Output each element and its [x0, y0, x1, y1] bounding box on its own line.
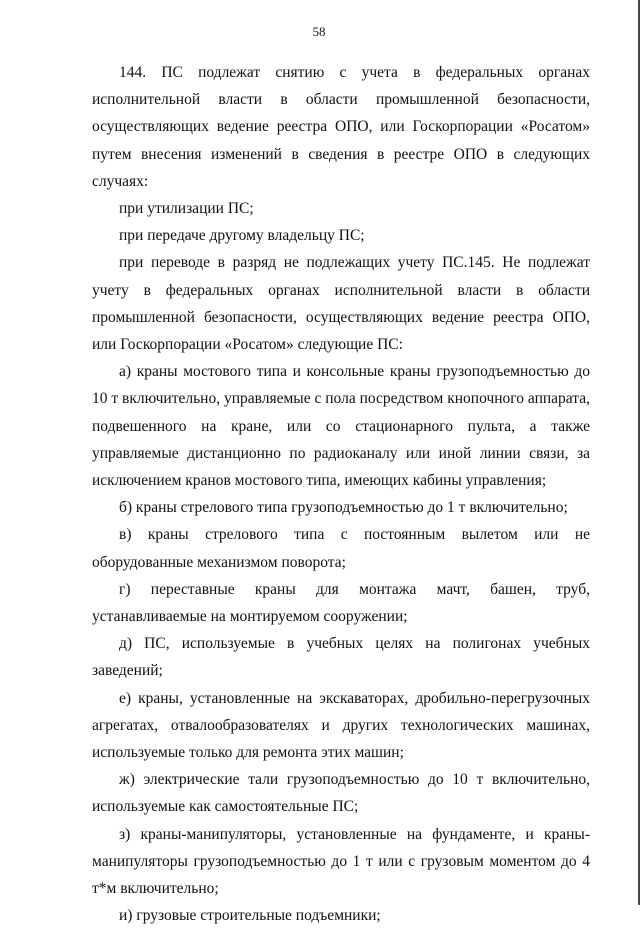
item-a: а) краны мостового типа и консольные краны грузоподъемностью до 10 т включительно, управляемые с пола посредством кнопочного аппарата, подвешенного на кране, или со стационарного пульта, а также управляемые дистанционно по радиоканалу или иной линии связи, за исключением кранов мостового типа, имеющих кабины управления;: [92, 363, 590, 490]
document-body: [92, 59, 590, 930]
item-i: и) грузовые строительные подъемники;: [119, 907, 381, 925]
item-e: е) краны, установленные на экскаваторах, дробильно-перегрузочных агрегатах, отвалообразователях и других технологических машинах, используемые только для ремонта этих машин;: [92, 689, 590, 762]
item-d: д) ПС, используемые в учебных целях на полигонах учебных заведений;: [92, 635, 590, 680]
item-z: з) краны-манипуляторы, установленные на фундаменте, и краны-манипуляторы грузоподъемностью до 1 т или с грузовым моментом до 4 т*м включительно;: [92, 825, 590, 898]
item-v: в) краны стрелового типа с постоянным вылетом или не оборудованные механизмом поворота;: [92, 526, 590, 571]
case-disposal: при утилизации ПС;: [119, 200, 254, 218]
item-b: б) краны стрелового типа грузоподъемностью до 1 т включительно;: [119, 499, 568, 517]
case-transfer-owner: при передаче другому владельцу ПС;: [119, 227, 365, 245]
page-number: 58: [312, 24, 326, 39]
item-g: г) переставные краны для монтажа мачт, башен, труб, устанавливаемые на монтируемом сооружении;: [92, 580, 590, 626]
paragraph-144: 144. ПС подлежат снятию с учета в федеральных органах исполнительной власти в области промышленной безопасности, осуществляющих ведение реестра ОПО, или Госкорпорации «Росатом» путем внесения изменений в сведения в реестре ОПО в следующих случаях:: [92, 64, 590, 190]
paragraph-145: при переводе в разряд не подлежащих учету ПС.145. Не подлежат учету в федеральных органах исполнительной власти в области промышленной безопасности, осуществляющих ведение реестра ОПО, или Госкорпорации «Росатом» следующие ПС:: [92, 254, 590, 354]
item-zh: ж) электрические тали грузоподъемностью до 10 т включительно, используемые как самостоятельные ПС;: [92, 771, 590, 816]
